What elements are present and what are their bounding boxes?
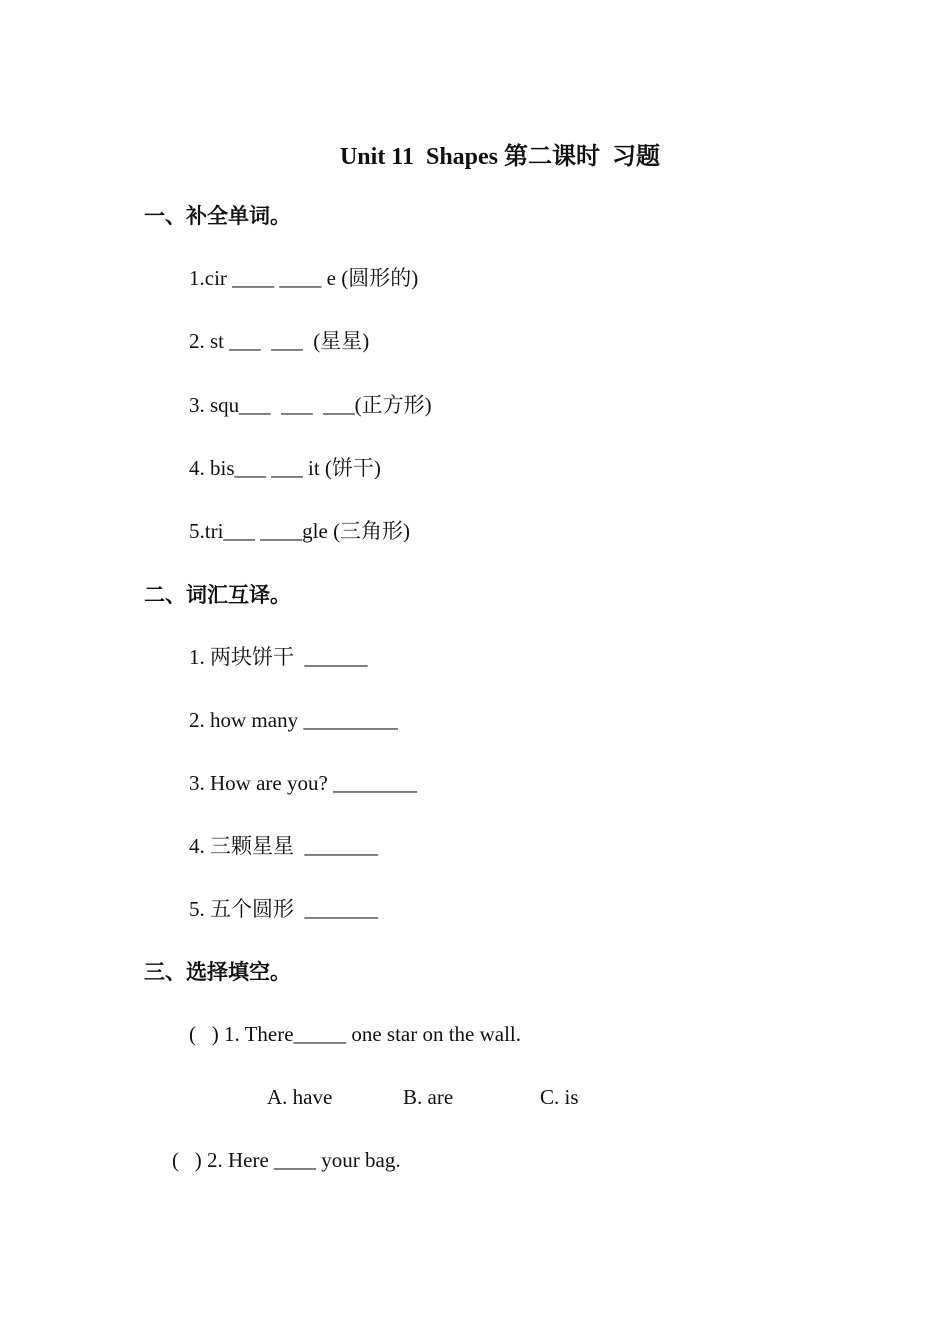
- translation-item-1: 1. 两块饼干 ______: [189, 645, 368, 669]
- page-title: Unit 11 Shapes 第二课时 习题: [339, 144, 661, 170]
- word-item-1: 1.cir ____ ____ e (圆形的): [189, 266, 419, 290]
- word-item-4: 4. bis___ ___ it (饼干): [189, 456, 381, 480]
- section-heading-multiple-choice: 三、选择填空。: [144, 960, 291, 984]
- choice-option-c: C. is: [540, 1085, 579, 1109]
- word-item-2: 2. st ___ ___ (星星): [189, 329, 370, 353]
- word-item-3: 3. squ___ ___ ___(正方形): [189, 393, 432, 417]
- choice-question-1: ( ) 1. There_____ one star on the wall.: [189, 1022, 522, 1046]
- translation-item-3: 3. How are you? ________: [189, 771, 418, 795]
- translation-item-5: 5. 五个圆形 _______: [189, 897, 378, 921]
- choice-option-a: A. have: [267, 1085, 333, 1109]
- translation-item-2: 2. how many _________: [189, 708, 398, 732]
- translation-item-4: 4. 三颗星星 _______: [189, 834, 378, 858]
- choice-option-b: B. are: [403, 1085, 454, 1109]
- choice-question-2: ( ) 2. Here ____ your bag.: [172, 1148, 401, 1172]
- word-item-5: 5.tri___ ____gle (三角形): [189, 519, 411, 543]
- section-heading-complete-words: 一、补全单词。: [144, 204, 291, 228]
- section-heading-translation: 二、词汇互译。: [144, 583, 291, 607]
